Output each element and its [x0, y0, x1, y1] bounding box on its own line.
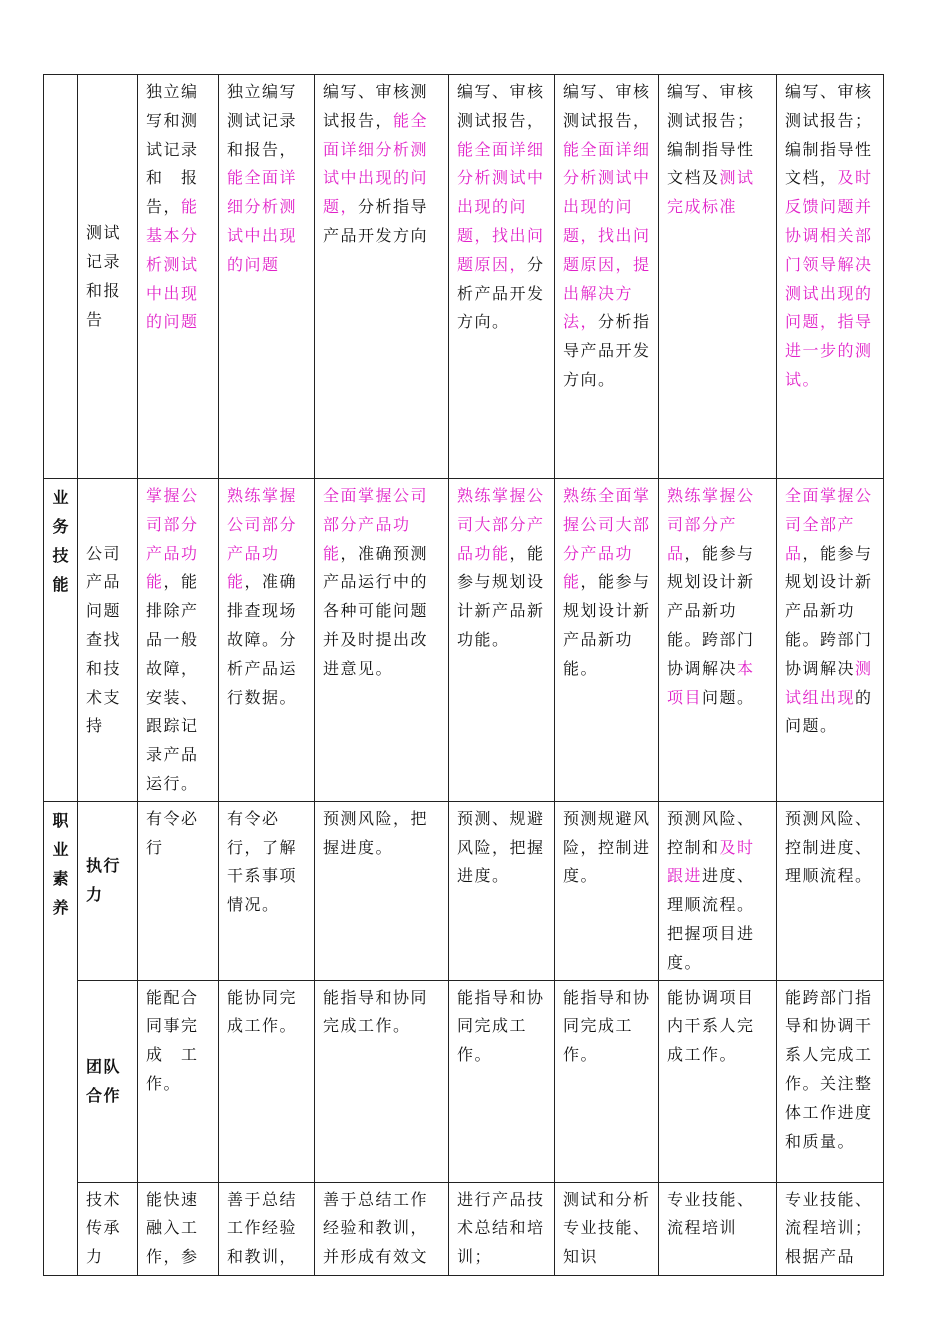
level-cell [315, 479, 449, 802]
highlighted-text: 能全面详细分析测试中出现的问题，找出问题原因， [457, 139, 545, 274]
cell-text: 预测规避风险，控制进度。 [563, 808, 651, 886]
level-cell [555, 980, 659, 1182]
level-cell [449, 801, 555, 980]
level-cell [449, 980, 555, 1182]
cell-text: 预测风险，把握进度。 [323, 808, 429, 857]
cell-text: 预测、规避风险，把握进度。 [457, 808, 545, 886]
table-row [44, 479, 884, 802]
level-cell [315, 75, 449, 479]
highlighted-text: 能全面详细分析测试中出现的问题，找出问题原因，提出解决方法， [563, 139, 651, 332]
highlighted-text: 测试完成标准 [667, 168, 755, 217]
highlighted-text: 能基本分析测试中出现的问题 [146, 197, 199, 332]
table-row [44, 75, 884, 479]
level-cell [659, 1182, 777, 1275]
level-cell [449, 1182, 555, 1275]
level-cell [659, 75, 777, 479]
highlighted-text: 全面掌握公司全部产品 [785, 486, 873, 563]
level-cell [555, 479, 659, 802]
table-row [44, 1182, 884, 1275]
cell-text: 能快速融入工作，参 [146, 1189, 199, 1267]
level-cell [777, 75, 884, 479]
subcategory-cell: 技术传承力 [78, 1182, 138, 1275]
highlighted-text: 能全面详细分析测试中出现的问题， [323, 110, 429, 217]
cell-text: 独立编写和测试记录和 报告， [146, 82, 199, 217]
cell-text: 进度、理顺流程。把握项目进度。 [667, 866, 755, 972]
cell-text: 专业技能、流程培训 [667, 1189, 755, 1238]
category-cell [44, 75, 78, 479]
cell-text: 善于总结工作经验和教训， [227, 1189, 298, 1267]
cell-text: 预测风险、控制进度、理顺流程。 [785, 808, 873, 886]
level-cell [659, 980, 777, 1182]
highlighted-text: 熟练掌握公司部分产品 [667, 486, 755, 563]
cell-text: 分析指导产品开发方向 [323, 197, 429, 245]
cell-text: 能协同完成工作。 [227, 987, 298, 1036]
cell-text: 的问题。 [785, 687, 873, 736]
cell-text: 能指导和协同完成工作。 [563, 987, 651, 1065]
cell-text: ，准确预测产品运行中的各种可能问题并及时提出改进意见。 [323, 543, 429, 678]
highlighted-text: 及时反馈问题并协调相关部门领导解决测试出现的问题，指导进一步的测试。 [785, 168, 873, 389]
level-cell [219, 801, 315, 980]
level-cell [138, 801, 219, 980]
level-cell [315, 801, 449, 980]
level-cell [219, 479, 315, 802]
level-cell [219, 1182, 315, 1275]
cell-text: 编写、审核测试报告， [323, 82, 429, 130]
highlighted-text: 全面掌握公司部分产品功能 [323, 486, 429, 563]
cell-text: 测试和分析专业技能、知识 [563, 1189, 651, 1267]
cell-text: 进行产品技术总结和培训； [457, 1189, 545, 1267]
cell-text: 编写、审核测试报告， [457, 82, 545, 130]
level-cell [777, 479, 884, 802]
subcategory-cell: 执行力 [78, 801, 138, 980]
cell-text: 专业技能、流程培训；根据产品 [785, 1189, 873, 1267]
cell-text: 善于总结工作经验和教训，并形成有效文 [323, 1189, 429, 1267]
cell-text: 编写、审核测试报告；编制指导性文档及 [667, 82, 755, 188]
cell-text: ，能参与规划设计新产品新功能。 [563, 572, 651, 678]
cell-text: ，能参与规划设计新产品新功能。跨部门协调解决 [785, 543, 873, 678]
cell-text: 分析产品开发方向。 [457, 254, 545, 332]
level-cell [138, 1182, 219, 1275]
cell-text: 能指导和协同完成工作。 [457, 987, 545, 1065]
level-cell [555, 801, 659, 980]
category-cell: 职业素养 [44, 801, 78, 1275]
cell-text: 独立编写测试记录和报告， [227, 82, 298, 159]
level-cell [219, 75, 315, 479]
highlighted-text: 掌握公司部分产品功能 [146, 486, 199, 592]
table-row [44, 801, 884, 980]
cell-text: 能跨部门指导和协调干系人完成工作。关注整体工作进度和质量。 [785, 987, 873, 1151]
highlighted-text: 熟练掌握公司大部分产品功能 [457, 486, 545, 563]
level-cell [138, 479, 219, 802]
cell-text: 有令必行，了解干系事项情况。 [227, 808, 298, 915]
highlighted-text: 及时跟进 [667, 837, 755, 886]
highlighted-text: 本项目 [667, 658, 755, 707]
cell-text: 编写、审核测试报告， [563, 82, 651, 130]
cell-text: 能配合同事完成 工作。 [146, 987, 199, 1093]
level-cell [219, 980, 315, 1182]
level-cell [659, 479, 777, 802]
competency-table [43, 74, 884, 1276]
highlighted-text: 熟练全面掌握公司大部分产品功能 [563, 486, 651, 592]
cell-text: 预测风险、控制和 [667, 808, 755, 857]
cell-text: 能协调项目内干系人完成工作。 [667, 987, 755, 1065]
level-cell [777, 801, 884, 980]
cell-text: 分析指导产品开发方向。 [563, 312, 651, 389]
subcategory-cell: 公司产品问题查找和技术支持 [78, 479, 138, 802]
cell-text: ，能参与规划设计新产品新功能。跨部门协调解决 [667, 543, 755, 678]
cell-text: ，准确排查现场故障。分析产品运行数据。 [227, 572, 298, 707]
level-cell [449, 75, 555, 479]
level-cell [555, 1182, 659, 1275]
highlighted-text: 熟练掌握公司部分产品功能 [227, 486, 298, 592]
cell-text: ，能排除产品一般故障，安装、跟踪记录产品运行。 [146, 572, 199, 793]
subcategory-cell: 团队合作 [78, 980, 138, 1182]
subcategory-cell: 测试记录和报告 [78, 75, 138, 479]
level-cell [777, 980, 884, 1182]
table-row [44, 980, 884, 1182]
level-cell [777, 1182, 884, 1275]
level-cell [315, 980, 449, 1182]
level-cell [449, 479, 555, 802]
level-cell [138, 75, 219, 479]
highlighted-text: 测试组出现 [785, 658, 873, 707]
cell-text: 能指导和协同完成工作。 [323, 987, 429, 1036]
cell-text: ，能参与规划设计新产品新功能。 [457, 543, 545, 649]
cell-text: 有令必行 [146, 808, 199, 857]
highlighted-text: 能全面详细分析测试中出现的问题 [227, 168, 298, 274]
level-cell [555, 75, 659, 479]
cell-text: 编写、审核测试报告；编制指导性文档， [785, 82, 873, 188]
level-cell [659, 801, 777, 980]
category-cell: 业务技能 [44, 479, 78, 802]
level-cell [315, 1182, 449, 1275]
level-cell [138, 980, 219, 1182]
cell-text: 问题。 [702, 687, 755, 707]
